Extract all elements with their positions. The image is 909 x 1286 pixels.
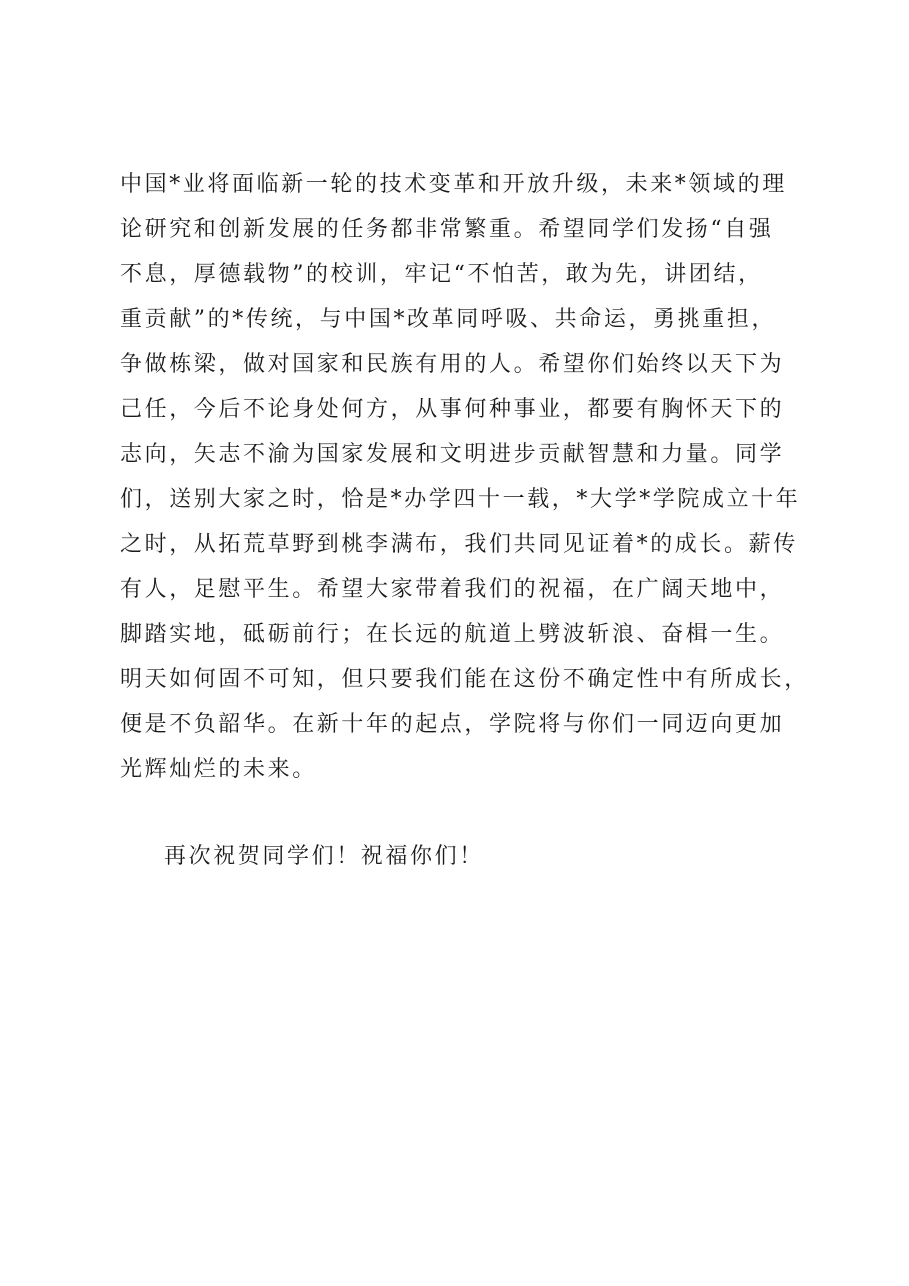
closing-line: 再次祝贺同学们！祝福你们！	[164, 844, 484, 869]
paragraph-line: 脚踏实地，砥砺前行；在长远的航道上劈波斩浪、奋楫一生。	[120, 622, 785, 647]
paragraph-line: 论研究和创新发展的任务都非常繁重。希望同学们发扬“自强	[120, 217, 774, 242]
paragraph-line: 不息，厚德载物”的校训，牢记“不怕苦，敢为先，讲团结，	[120, 262, 763, 287]
paragraph-line: 重贡献”的*传统，与中国*改革同呼吸、共命运，勇挑重担，	[120, 307, 777, 332]
paragraph-line: 志向，矢志不渝为国家发展和文明进步贡献智慧和力量。同学	[120, 442, 785, 467]
paragraph-line: 己任，今后不论身处何方，从事何种事业，都要有胸怀天下的	[120, 397, 785, 422]
paragraph-line: 便是不负韶华。在新十年的起点，学院将与你们一同迈向更加	[120, 712, 785, 737]
paragraph-line: 们，送别大家之时，恰是*办学四十一载，*大学*学院成立十年	[120, 487, 801, 512]
body-paragraph	[120, 162, 810, 792]
paragraph-line: 之时，从拓荒草野到桃李满布，我们共同见证着*的成长。薪传	[120, 532, 798, 557]
paragraph-line: 争做栋梁，做对国家和民族有用的人。希望你们始终以天下为	[120, 352, 785, 377]
paragraph-line: 明天如何固不可知，但只要我们能在这份不确定性中有所成长，	[120, 667, 809, 692]
paragraph-line: 中国*业将面临新一轮的技术变革和开放升级，未来*领域的理	[120, 172, 787, 197]
paragraph-line: 光辉灿烂的未来。	[120, 757, 317, 782]
paragraph-line: 有人，足慰平生。希望大家带着我们的祝福，在广阔天地中，	[120, 577, 785, 602]
